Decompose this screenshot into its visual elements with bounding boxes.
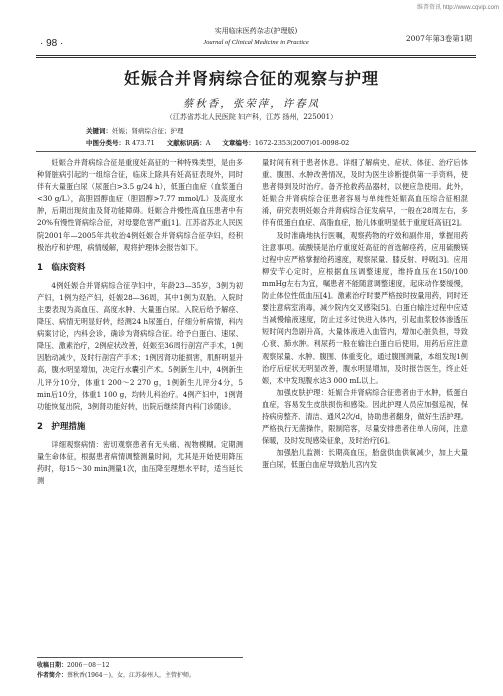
journal-header — [36, 12, 476, 54]
page-number: · 98 · — [40, 38, 64, 49]
affiliation: （江苏省苏北人民医院 妇产科，江苏 扬州，225001） — [165, 113, 338, 121]
intro-paragraph: 妊娠合并肾病综合征是重度妊高征的一种特殊类型，是由多种肾脏病引起的一组综合征，临床上除具有妊高征表现外，同时伴有大量蛋白尿（尿蛋白>3.5 g/24 h），低蛋白血症（血浆蛋白<30 g/L），高胆固醇血症（胆固醇>7.77 mmol/L）及高度水肿，后期出现贫血及肾功能障碍。妊娠合并慢性高血压患者中有20%有慢性肾病综合征，对母婴危害严重[1]。江苏省苏北人民医院2001年—2005年共收治4例妊娠合并肾病综合征孕妇，经积极治疗和护理，病情缓解，观将护理体会报告如下。 — [37, 158, 243, 252]
fetal-monitoring-paragraph: 加强胎儿监测：长期高血压，胎盘供血供氧减少，加上大量蛋白尿，低蛋白血症导致胎儿宫内发 — [262, 448, 468, 470]
doc-code-value: A — [205, 139, 211, 147]
nursing-paragraph-start: 详细观察病情：密切观察患者有无头痛、视物模糊。定期测量生命体征，根据患者病情调整测量时间，尤其是开始使用降压药时，每15～30 min测量1次，血压降至理想水平时，适当延长测 — [37, 439, 243, 486]
section-heading-nursing: 2 护理措施 — [37, 421, 86, 432]
classification-line — [86, 138, 349, 147]
article-title: 妊娠合并肾病综合征的观察与护理 — [123, 69, 379, 88]
right-column — [262, 157, 468, 471]
clc-label: 中图分类号： — [86, 139, 125, 147]
article-number-label: 文章编号： — [222, 139, 255, 147]
author-bio-line — [37, 671, 243, 681]
author-bio: 蔡秋香(1964－)，女，江苏泰州人，主管护师。 — [67, 672, 195, 679]
author-bio-label: 作者简介： — [37, 672, 68, 679]
nursing-paragraph-cont: 量时间有利于患者休息。详细了解病史、症状、体征、治疗后体重、腹围、水肿改善情况，及时为医生诊断提供第一手资料，使患者得到及时治疗。备齐抢救药品器材，以便应急使用。此外，妊娠合并肾病综合征患者容易与单纯性妊娠高血压综合征相混淆，研究表明妊娠合并肾病综合征发病早，一般在28周左右，多伴有低蛋白血症、高脂血症，胎儿体重明显低于重度妊高征[2]。 — [262, 158, 468, 228]
watermark: 维普资讯 http://www.cqvip.com — [416, 5, 499, 11]
left-column — [37, 157, 243, 487]
received-label: 收稿日期： — [37, 662, 68, 669]
section-heading-clinical: 1 临床资料 — [37, 262, 86, 273]
header-divider — [36, 55, 476, 56]
doc-code-label: 文献标识码： — [166, 139, 206, 147]
meta-divider — [36, 151, 476, 152]
received-date: 2006－08－12 — [67, 662, 110, 669]
header-divider-thin — [36, 57, 476, 58]
medication-paragraph: 及时准确地执行医嘱，观察药物的疗效和副作用，掌握用药注意事项。硫酸镁是治疗重度妊高征的首选解痉药，应用硫酸镁过程中应严格掌握给药速度，观察尿量、膝反射、呼吸[3]。应用柳安苄心定时，应根据血压调整速度，维持血压在150/100 mmHg左右为宜，嘱患者不能随意调整速度，起床动作要缓慢，防止体位性低血压[4]。激素治疗时要严格按时按量用药，同时还要注意病室消毒，减少院内交叉感染[5]。白蛋白输注过程中应适当减慢输液速度，防止过多过快进入体内，引起血浆胶体渗透压短时间内急剧升高，大量体液进入血管内，增加心脏负担，导致心衰、肺水肿。利尿药一般在输注白蛋白后使用，用药后应注意观察尿量、水肿、腹围、体重变化，通过腹围测量，本组发现1例治疗后症状无明显改善，腹水明显增加，及时报告医生，终止妊娠，术中发现腹水达3 000 mL以上。 — [262, 230, 468, 385]
issue-info: 2007年第3卷第1期 — [405, 34, 472, 43]
journal-title-en: Journal of Clinical Medicine in Practice — [203, 39, 309, 46]
keywords-line — [86, 126, 184, 135]
footnotes — [37, 657, 243, 681]
clinical-data-paragraph: 4例妊娠合并肾病综合征孕妇中，年龄23—35岁，3例为初产妇，1例为经产妇，妊娠28—36周，其中1例为双胎。入院时主要表现为高血压、高度水肿、大量蛋白尿。入院后给予解痉、降压、病情无明显好转，经测24 h尿蛋白，仔细分析病情，科内病案讨论，内科会诊，确诊为肾病综合征。给予白蛋白、速尿、降压、激素治疗，2例症状改善，妊娠至36周行剖宫产手术，1例因胎动减少，及时行剖宫产手术；1例因肾功能损害，肌酐明显升高，腹水明显增加，决定行水囊引产术。5例新生儿中，4例新生儿评分10分，体重1 200～2 270 g，1例新生儿评分4分，5 min后10分，体重1 100 g，均转儿科治疗。4例产妇中，1例肾功能恢复出院，3例肾功能好转，出院后继续肾内科门诊随诊。 — [37, 280, 243, 411]
keywords-label: 关键词： — [86, 127, 112, 135]
journal-title-cn: 实用临床医药杂志(护理版) — [214, 27, 298, 35]
keywords-text: 妊娠；肾病综合征；护理 — [112, 127, 184, 135]
clc-value: R 473.71 — [125, 139, 155, 147]
skin-care-paragraph: 加强皮肤护理：妊娠合并肾病综合征患者由于水肿，低蛋白血症，容易发生皮肤损伤和感染。因此护理人员应加强巡视，保持病房整齐、清洁、通风2次/d，协助患者翻身，做好生活护理。严格执行无菌操作，限制陪客，尽量安排患者住单人房间，注意保暖，及时发现感染征象，及时治疗[6]。 — [262, 387, 468, 446]
article-number-value: 1672-2353(2007)01-0098-02 — [254, 139, 350, 147]
authors: 蔡秋香，张荣萍，许春凤 — [182, 98, 321, 110]
received-date-line — [37, 661, 243, 671]
